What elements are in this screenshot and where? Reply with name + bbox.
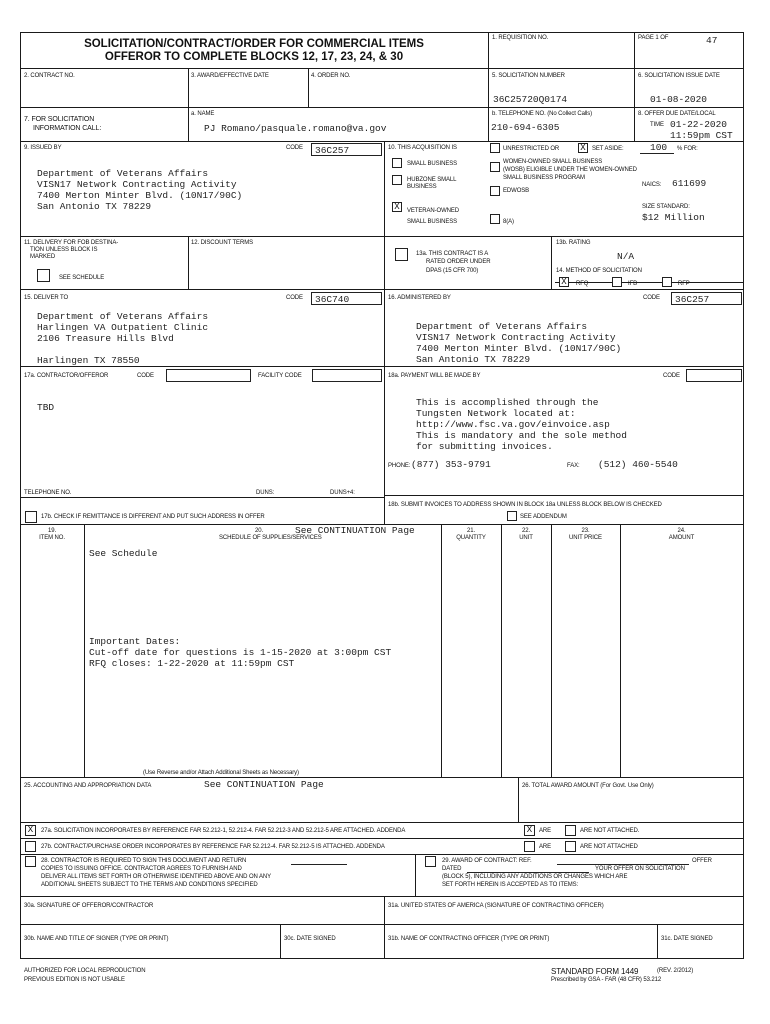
officer-date-label: 31c. DATE SIGNED [661,936,713,942]
officer-signature-label: 31a. UNITED STATES OF AMERICA (SIGNATURE OF CONTRACTING OFFICER) [388,903,604,909]
form-subtitle: OFFEROR TO COMPLETE BLOCKS 12, 17, 23, 24, & 30 [104,51,404,63]
administered-by-address: Department of Veterans Affairs VISN17 Network Contracting Activity 7400 Merton Minter Blvd. (10N17/90C) San Antonio TX 78229 [416,321,622,365]
fob-destination-label-2: TION UNLESS BLOCK IS [30,247,98,253]
b28-label-3: DELIVER ALL ITEMS SET FORTH OR OTHERWISE IDENTIFIED ABOVE AND ON ANY [41,874,272,880]
authorized-reproduction: AUTHORIZED FOR LOCAL REPRODUCTION [24,968,146,974]
contact-name[interactable]: PJ Romano/pasquale.romano@va.gov [204,123,387,134]
solicitation-number-label: 5. SOLICITATION NUMBER [492,73,565,79]
payment-code-box[interactable] [686,369,742,382]
standard-form-label: STANDARD FORM 1449 [551,967,639,976]
fob-destination-label-3: MARKED [30,254,56,260]
issued-by-label: 9. ISSUED BY [24,145,62,151]
size-standard-label: SIZE STANDARD: [642,204,690,210]
rfp-checkbox[interactable] [662,277,672,287]
payment-label: 18a. PAYMENT WILL BE MADE BY [388,373,481,379]
deliver-to-code: 36C740 [315,294,350,305]
b27a-checkbox[interactable]: X [25,825,36,836]
col-unit-price-1: 23. [581,528,590,534]
naics-label: NAICS: [642,182,662,188]
accounting-value: See CONTINUATION Page [204,779,324,790]
offeror-signature-label: 30a. SIGNATURE OF OFFEROR/CONTRACTOR [24,903,154,909]
b27a-label: 27a. SOLICITATION INCORPORATES BY REFERENCE FAR 52.212-1, 52.212-4. FAR 52.212-3 AND 52.212-5 ARE ATTACHED. ADDENDA [41,828,406,834]
offer-due-time[interactable]: 11:59pm CST [670,130,733,141]
small-business-label: SMALL BUSINESS [407,161,458,167]
naics-code[interactable]: 611699 [672,178,707,189]
administered-by-label: 16. ADMINISTERED BY [388,295,451,301]
contract-no-label: 2. CONTRACT NO. [24,73,75,79]
administered-by-code-box[interactable] [671,292,742,305]
method-of-solicitation-label: 14. METHOD OF SOLICITATION [556,268,642,274]
set-aside-checkbox[interactable]: X [578,143,588,153]
b28-label-1: 28. CONTRACTOR IS REQUIRED TO SIGN THIS DOCUMENT AND RETURN [41,858,247,864]
b27b-are-label: ARE [539,844,552,850]
issued-by-code: 36C257 [315,145,350,156]
offer-due-date[interactable]: 01-22-2020 [670,119,728,130]
unrestricted-checkbox[interactable] [490,143,500,153]
b29-label-4: SET FORTH HEREIN IS ACCEPTED AS TO ITEMS: [442,882,579,888]
previous-edition: PREVIOUS EDITION IS NOT USABLE [24,977,125,983]
see-schedule-label: SEE SCHEDULE [59,275,105,281]
acquisition-label: 10. THIS ACQUISITION IS [388,145,457,151]
rfq-checkbox[interactable]: X [559,277,569,287]
offer-time-label: TIME [650,122,664,128]
award-date-label: 3. AWARD/EFFECTIVE DATE [191,73,269,79]
duns4-label: DUNS+4: [330,490,355,496]
b27b-are-not-checkbox[interactable] [565,841,576,852]
hubzone-checkbox[interactable] [392,175,402,185]
wosb-label-1: WOMEN-OWNED SMALL BUSINESS [503,159,603,165]
b29-label-1a: 29. AWARD OF CONTRACT: REF. [442,858,532,864]
contractor-name[interactable]: TBD [37,402,55,413]
facility-code-box[interactable] [312,369,382,382]
rfq-label: RFQ [576,281,589,287]
rated-order-label-3: DPAS (15 CFR 700) [426,268,479,274]
discount-terms-label: 12. DISCOUNT TERMS [191,240,253,246]
edwosb-label: EDWOSB [503,188,530,194]
col-unit-2: UNIT [519,535,533,541]
col-quantity-1: 21. [466,528,476,534]
for-solicitation-label: 7. FOR SOLICITATION [24,116,95,123]
col-item-no-2: ITEM NO. [39,535,65,541]
rated-order-label-2: RATED ORDER UNDER [426,259,491,265]
information-call-label: INFORMATION CALL: [33,125,102,132]
col-schedule-1: 20. [255,528,264,534]
col-unit-price-2: UNIT PRICE [569,535,602,541]
phone-label: PHONE: [388,463,411,469]
deliver-to-label: 15. DELIVER TO [24,295,69,301]
b28-copies-underline [291,864,347,865]
vosb-checkbox[interactable]: X [392,202,402,212]
b27a-are-label: ARE [539,828,552,834]
payment-code-label: CODE [663,373,680,379]
ifb-checkbox[interactable] [612,277,622,287]
accounting-label: 25. ACCOUNTING AND APPROPRIATION DATA [24,783,152,789]
col-unit-1: 22. [521,528,531,534]
eight-a-checkbox[interactable] [490,214,500,224]
wosb-label-3: SMALL BUSINESS PROGRAM [503,175,585,181]
fax-label: FAX: [567,463,580,469]
vosb-label-1: VETERAN-OWNED [407,208,460,214]
unrestricted-label: UNRESTRICTED OR [503,146,560,152]
b27b-are-not-label: ARE NOT ATTACHED [580,844,638,850]
b29-label-2a: DATED [442,866,462,872]
fob-destination-label-1: 11. DELIVERY FOR FOB DESTINA- [24,240,119,246]
percent-underline [640,153,674,154]
b28-checkbox[interactable] [25,856,36,867]
rated-order-checkbox[interactable] [395,248,408,261]
phone-value[interactable]: (877) 353-9791 [411,459,491,470]
size-standard[interactable]: $12 Million [642,212,705,223]
ifb-label: IFB [628,281,638,287]
col-amount-1: 24. [677,528,686,534]
submit-invoices-label: 18b. SUBMIT INVOICES TO ADDRESS SHOWN IN BLOCK 18a UNLESS BLOCK BELOW IS CHECKED [388,502,662,508]
fax-value[interactable]: (512) 460-5540 [598,459,678,470]
percent-label: % FOR: [677,146,698,152]
issued-by-code-box[interactable] [311,143,382,156]
b29-checkbox[interactable] [425,856,436,867]
offer-due-label: 8. OFFER DUE DATE/LOCAL [638,111,716,117]
form-revision: (REV. 2/2012) [657,968,694,974]
deliver-to-code-box[interactable] [311,292,382,305]
issue-date[interactable]: 01-08-2020 [650,94,708,105]
col-amount-2: AMOUNT [668,535,695,541]
see-schedule-checkbox[interactable] [37,269,50,282]
administered-by-code: 36C257 [675,294,710,305]
facility-code-label: FACILITY CODE [258,373,302,379]
b27a-are-not-checkbox[interactable] [565,825,576,836]
telephone-no-label: TELEPHONE NO. [24,490,72,496]
b29-dated-underline [467,872,589,873]
solicitation-number[interactable]: 36C25720Q0174 [493,94,568,105]
officer-name-label: 31b. NAME OF CONTRACTING OFFICER (TYPE OR PRINT) [388,936,550,942]
edwosb-checkbox[interactable] [490,186,500,196]
form-title: SOLICITATION/CONTRACT/ORDER FOR COMMERCIAL ITEMS [84,38,424,50]
order-no-label: 4. ORDER NO. [311,73,351,79]
col-schedule-value: See CONTINUATION Page [295,525,415,536]
rating-value[interactable]: N/A [617,251,635,262]
set-aside-label: SET ASIDE: [592,146,624,152]
b29-label-1b: OFFER [692,858,712,864]
issued-by-code-label: CODE [286,145,303,151]
b27b-checkbox[interactable] [25,841,36,852]
prescribed-by: Prescribed by GSA - FAR (48 CFR) 53.212 [551,977,662,983]
schedule-body-important-dates: Important Dates: Cut-off date for questions is 1-15-2020 at 3:00pm CST RFQ closes: 1-22-2020 at 11:59pm CST [89,636,392,669]
rated-order-label-1: 13a. THIS CONTRACT IS A [416,251,489,257]
administered-by-code-label: CODE [643,295,660,301]
small-business-checkbox[interactable] [392,158,402,168]
b29-ref-underline [557,864,689,865]
schedule-footer-note: (Use Reverse and/or Attach Additional Sheets as Necessary) [143,770,299,776]
deliver-to-code-label: CODE [286,295,303,301]
b27a-are-checkbox[interactable]: X [524,825,535,836]
wosb-label-2: (WOSB) ELIGIBLE UNDER THE WOMEN-OWNED [503,167,637,173]
telephone-value[interactable]: 210-694-6305 [491,122,560,133]
deliver-to-address: Department of Veterans Affairs Harlingen VA Outpatient Clinic 2106 Treasure Hills Blvd Harlingen TX 78550 [37,311,209,366]
rfp-label: RFP [678,281,690,287]
hubzone-label-2: BUSINESS [407,184,437,190]
page-total: 47 [706,35,718,46]
b27a-are-not-label: ARE NOT ATTACHED. [580,828,640,834]
eight-a-label: 8(A) [503,219,514,225]
issue-date-label: 6. SOLICITATION ISSUE DATE [638,73,720,79]
wosb-checkbox[interactable] [490,162,500,172]
b28-label-4: ADDITIONAL SHEETS SUBJECT TO THE TERMS AND CONDITIONS SPECIFIED [41,882,258,888]
total-award-label: 26. TOTAL AWARD AMOUNT (For Govt. Use Only) [522,783,654,789]
rating-label: 13b. RATING [556,240,591,246]
hubzone-label-1: HUBZONE SMALL [407,177,457,183]
set-aside-percent[interactable]: 100 [650,142,668,153]
b29-label-3: (BLOCK 5), INCLUDING ANY ADDITIONS OR CHANGES WHICH ARE [442,874,628,880]
b27b-are-checkbox[interactable] [524,841,535,852]
signer-name-label: 30b. NAME AND TITLE OF SIGNER (TYPE OR PRINT) [24,936,169,942]
requisition-no-label: 1. REQUISITION NO. [492,35,549,41]
b28-label-2: COPIES TO ISSUING OFFICE. CONTRACTOR AGREES TO FURNISH AND [41,866,242,872]
page-label: PAGE 1 OF [638,35,669,41]
vosb-label-2: SMALL BUSINESS [407,219,458,225]
offeror-date-label: 30c. DATE SIGNED [284,936,336,942]
contractor-code-label: CODE [137,373,154,379]
contractor-code-box[interactable] [166,369,251,382]
col-item-no-1: 19. [47,528,57,534]
contact-name-label: a. NAME [191,111,215,117]
contractor-label: 17a. CONTRACTOR/OFFEROR [24,373,109,379]
remittance-checkbox[interactable] [25,511,37,523]
telephone-label: b. TELEPHONE NO. (No Collect Calls) [492,111,593,117]
col-quantity-2: QUANTITY [456,535,486,541]
schedule-body-see-schedule: See Schedule [89,548,158,559]
payment-instructions: This is accomplished through the Tungsten Network located at: http://www.fsc.va.gov/einvoice.asp This is mandatory and the sole method for submitting invoices. [416,397,627,452]
b29-label-2b: YOUR OFFER ON SOLICITATION [595,866,685,872]
remittance-label: 17b. CHECK IF REMITTANCE IS DIFFERENT AND PUT SUCH ADDRESS IN OFFER [41,514,265,520]
duns-label: DUNS: [256,490,275,496]
b27b-label: 27b. CONTRACT/PURCHASE ORDER INCORPORATES BY REFERENCE FAR 52.212-4. FAR 52.212-5 IS ATTACHED. ADDENDA [41,844,385,850]
see-addendum-label: SEE ADDENDUM [520,514,567,520]
see-addendum-checkbox[interactable] [507,511,517,521]
issued-by-address: Department of Veterans Affairs VISN17 Network Contracting Activity 7400 Merton Minter Blvd. (10N17/90C) San Antonio TX 78229 [37,168,243,212]
col-schedule-2: SCHEDULE OF SUPPLIES/SERVICES [219,535,322,541]
